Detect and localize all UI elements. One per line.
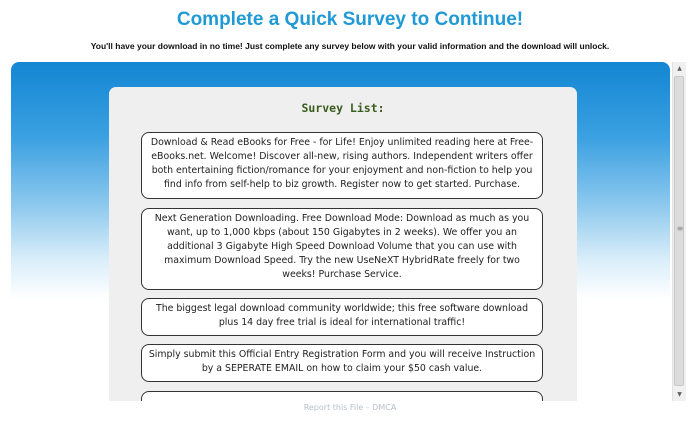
survey-offer-ebooks[interactable]: [141, 132, 543, 199]
scroll-down-icon[interactable]: ▼: [677, 391, 682, 398]
page-title: Complete a Quick Survey to Continue!: [176, 9, 524, 30]
survey-list-title: Survey List:: [301, 101, 385, 115]
page-subtitle: You'll have your download in no time! Just complete any survey below with your valid information and the download will unlock.: [90, 41, 610, 51]
survey-offer-download-community[interactable]: [141, 298, 543, 336]
survey-offer-text: Simply submit this Official Entry Registration Form and you will receive Instruction by a SEPERATE EMAIL on how to claim your $50 cash value.: [148, 349, 536, 374]
survey-offer-text: Next Generation Downloading. Free Download Mode: Download as much as you want, up to 1,000 kbps (about 150 Gigabytes in 2 weeks). We offer you an additional 3 Gigabyte High Speed Download Volume that you can use with maximum Download Speed. Try the new UseNeXT HybridRate freely for two weeks! Purchase Service.: [154, 213, 530, 280]
vertical-scrollbar[interactable]: [672, 62, 686, 401]
report-file-link[interactable]: Report this File: [303, 403, 364, 412]
scrollbar-grip-icon: ≡: [676, 224, 684, 233]
footer: [0, 403, 700, 413]
scrollbar-thumb[interactable]: [674, 76, 684, 386]
dmca-link[interactable]: DMCA: [372, 403, 397, 412]
survey-offer-text: The biggest legal download community worldwide; this free software download plus 14 day free trial is ideal for international traffic!: [155, 303, 529, 328]
survey-offer-partial[interactable]: [141, 391, 543, 401]
survey-offer-usenext[interactable]: [141, 208, 543, 290]
survey-offer-text: Download & Read eBooks for Free - for Life! Enjoy unlimited reading here at Free-eBooks.net. Welcome! Discover all-new, rising authors. Independent writers offer both entertaining fiction/romance for your enjoyment and non-fiction to help you find info from self-help to biz growth. Register now to get started. Purchase.: [150, 137, 534, 190]
scroll-up-icon[interactable]: ▲: [677, 65, 682, 72]
survey-offer-registration-form[interactable]: [141, 344, 543, 382]
footer-separator: -: [366, 403, 370, 412]
survey-list-panel: [109, 87, 577, 401]
